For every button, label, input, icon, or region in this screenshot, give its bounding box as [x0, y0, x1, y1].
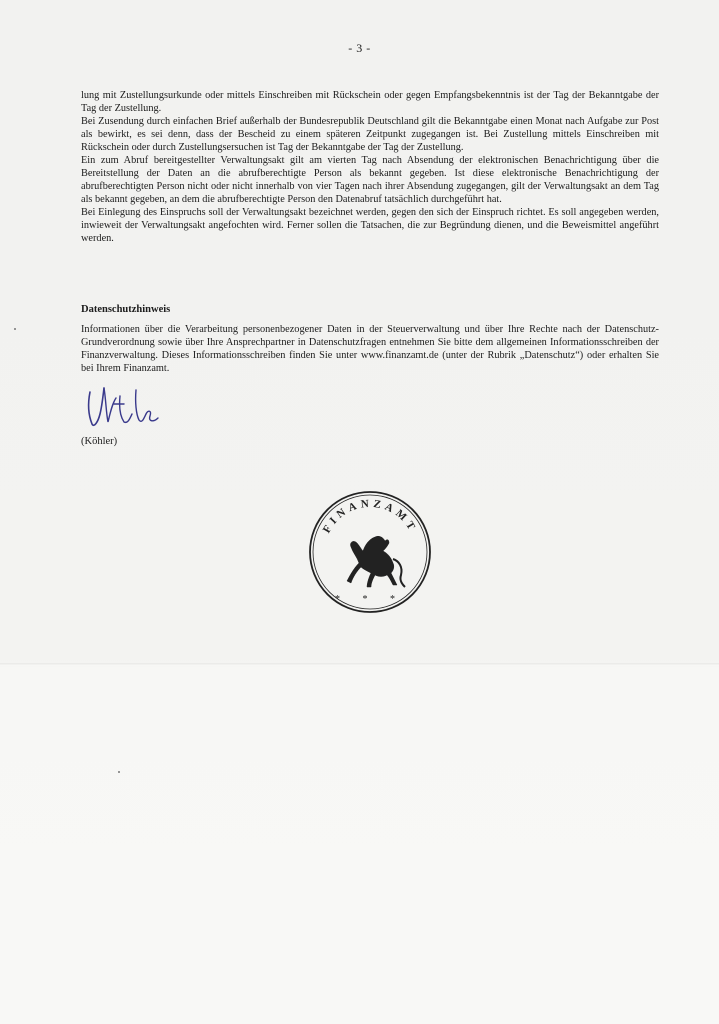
legal-notice-text — [81, 89, 659, 245]
seal-stars: * * * — [335, 594, 405, 605]
signer-name: (Köhler) — [81, 436, 118, 447]
privacy-heading: Datenschutzhinweis — [81, 304, 171, 315]
paper-speck — [14, 328, 16, 330]
page-fold — [0, 663, 719, 666]
finanzamt-seal — [307, 489, 433, 615]
paragraph-foreign-mail: Bei Zusendung durch einfachen Brief außerhalb der Bundesrepublik Deutschland gilt die Bekanntgabe einen Monat nach Aufgabe zur Post als bewirkt, es sei denn, dass der Bescheid zu einem späteren Zeitpunkt zugegangen ist. Bei Zustellung mittels Einschreiben mit Rückschein oder durch Zustellungsersuchen ist Tag der Bekanntgabe der Tag der Zustellung. — [81, 116, 659, 153]
paragraph-electronic: Ein zum Abruf bereitgestellter Verwaltungsakt gilt am vierten Tag nach Absendung der elektronischen Benachrichtigung über die Bereitstellung der Daten an die abrufberechtigte Person als bekannt gegeben. Ist diese elektronische Benachrichtigung der abrufberechtigten Person nicht oder nicht innerhalb von vier Tagen nach ihrer Absendung zugegangen, gilt der Verwaltungsakt an dem Tag als bekannt gegeben, an dem die abrufberechtigte Person den Datenabruf tatsächlich durchgeführt hat. — [81, 155, 659, 205]
paper-speck — [118, 771, 120, 773]
page-number: - 3 - — [348, 41, 371, 55]
privacy-text: Informationen über die Verarbeitung personenbezogener Daten in der Steuerverwaltung und über Ihre Rechte nach der Datenschutz-Grundverordnung sowie über Ihre Ansprechpartner in Datenschutzfragen entnehmen Sie bitte dem allgemeinen Informationsschreiben der Finanzverwaltung. Dieses Informationsschreiben finden Sie unter www.finanzamt.de (unter der Rubrik „Datenschutz“) oder erhalten Sie bei Ihrem Finanzamt. — [81, 324, 659, 374]
paragraph-objection: Bei Einlegung des Einspruchs soll der Verwaltungsakt bezeichnet werden, gegen den sich der Einspruch richtet. Es soll angegeben werden, inwieweit der Verwaltungsakt angefochten wird. Ferner sollen die Tatsachen, die zur Begründung dienen, und die Beweismittel angeführt werden. — [81, 207, 659, 244]
paragraph-delivery: lung mit Zustellungsurkunde oder mittels Einschreiben mit Rückschein oder gegen Empfangsbekenntnis ist der Tag der Bekanntgabe der Tag der Zustellung. — [81, 90, 659, 114]
seal-text: FINANZAMT — [320, 497, 420, 536]
horse-emblem — [347, 536, 405, 587]
handwritten-signature — [84, 384, 174, 430]
